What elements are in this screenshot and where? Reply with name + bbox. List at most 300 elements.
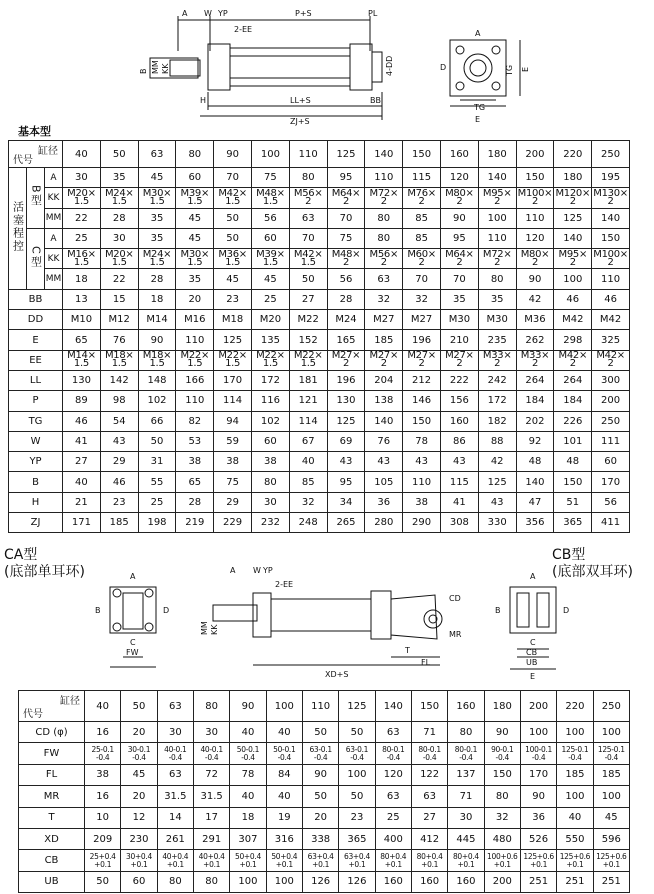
cell-line: 2 xyxy=(531,358,538,370)
table-cell: 170 xyxy=(214,370,252,390)
table-cell: 115 xyxy=(440,472,478,492)
row-label: ZJ xyxy=(9,513,63,533)
table-cell: 50 xyxy=(214,228,252,248)
section-title: 基本型 xyxy=(18,125,51,138)
table-row xyxy=(19,850,630,871)
cell-line: +0.1 xyxy=(275,859,293,869)
table-cell: 185 xyxy=(365,330,403,350)
table-cell: 298 xyxy=(554,330,592,350)
cell-line: M72× xyxy=(482,248,512,260)
table-cell: 35 xyxy=(138,208,176,228)
table-cell: 50 xyxy=(289,269,327,289)
table-cell xyxy=(266,850,302,871)
table-cell: 100 xyxy=(339,764,375,785)
table-cell: 50 xyxy=(302,722,338,743)
table-cell: 71 xyxy=(411,722,447,743)
table-cell: 200 xyxy=(484,871,520,892)
cell-line: M30× xyxy=(180,248,210,260)
table-row xyxy=(19,807,630,828)
row-label: BB xyxy=(9,289,63,309)
table-cell: 142 xyxy=(100,370,138,390)
cell-line: 2 xyxy=(418,358,425,370)
cell-line: +0.1 xyxy=(384,859,402,869)
table-cell: M36 xyxy=(516,310,554,330)
table-cell: 43 xyxy=(365,452,403,472)
sub-label: MM xyxy=(45,208,63,228)
table-cell: 160 xyxy=(411,871,447,892)
header-row xyxy=(9,141,630,168)
cell-line: +0.1 xyxy=(348,859,366,869)
side-dim-mm: MM xyxy=(200,621,209,635)
table-cell: 230 xyxy=(121,828,157,849)
table-cell: 135 xyxy=(252,330,290,350)
cell-line: M42× xyxy=(596,350,625,362)
table-cell: 307 xyxy=(230,828,266,849)
table-cell xyxy=(516,350,554,370)
table-cell: 80 xyxy=(484,786,520,807)
table-cell: 242 xyxy=(478,370,516,390)
table-cell xyxy=(302,743,338,764)
table-cell: 116 xyxy=(252,391,290,411)
table-cell xyxy=(327,188,365,208)
cell-line: M100× xyxy=(517,187,553,199)
bore-size: 160 xyxy=(448,691,484,722)
table-row xyxy=(9,330,630,350)
bore-size: 180 xyxy=(484,691,520,722)
table-cell xyxy=(85,743,121,764)
table-row xyxy=(9,289,630,309)
ca-dim-d: D xyxy=(163,606,170,615)
table-cell: 126 xyxy=(339,871,375,892)
table-cell: 110 xyxy=(592,269,630,289)
table-cell xyxy=(138,188,176,208)
cell-line: 25+0.4 xyxy=(89,851,116,861)
cell-line: 2 xyxy=(342,256,350,268)
ca-dim-fw: FW xyxy=(126,648,139,657)
cell-line: M76× xyxy=(407,187,436,199)
cell-line: +0.1 xyxy=(203,859,221,869)
table-cell: 63 xyxy=(411,786,447,807)
table-cell: 100 xyxy=(520,722,556,743)
table-cell: 196 xyxy=(403,330,441,350)
table-cell: 35 xyxy=(478,289,516,309)
cell-line: 2 xyxy=(456,358,463,370)
cell-line: M27× xyxy=(331,350,361,362)
cell-line: 2 xyxy=(418,195,425,207)
table-cell: 110 xyxy=(176,330,214,350)
cell-line: M64× xyxy=(331,187,361,199)
table-cell xyxy=(289,350,327,370)
bore-code-header xyxy=(19,691,85,722)
cell-line: -0.4 xyxy=(568,752,582,762)
cell-line: -0.4 xyxy=(95,752,110,762)
cell-line: 1.5 xyxy=(149,256,165,268)
table-cell: M30 xyxy=(440,310,478,330)
table-cell: 60 xyxy=(176,168,214,188)
table-cell: 16 xyxy=(85,786,121,807)
table-cell xyxy=(214,188,252,208)
table-cell: 27 xyxy=(63,452,101,472)
table-cell: 160 xyxy=(440,411,478,431)
cell-line: 40-0.1 xyxy=(164,744,187,754)
table-cell xyxy=(252,249,290,269)
cell-line: 100+0.6 xyxy=(487,851,518,861)
table-cell: M42 xyxy=(554,310,592,330)
cell-line: M56× xyxy=(369,248,399,260)
dim-yp-label: YP xyxy=(218,9,228,18)
dim-tg2-label: TG xyxy=(474,103,486,112)
table-cell: 248 xyxy=(289,513,327,533)
table-cell: 25 xyxy=(252,289,290,309)
cell-line: +0.1 xyxy=(602,859,620,869)
dim-b-label: B xyxy=(139,68,148,74)
dim-pl-label: PL xyxy=(368,9,378,18)
table-cell: 50 xyxy=(138,431,176,451)
table-cell: 411 xyxy=(592,513,630,533)
cb-dim-c: C xyxy=(530,638,536,647)
table-cell: M10 xyxy=(63,310,101,330)
table-cell: 23 xyxy=(339,807,375,828)
row-label: W xyxy=(9,431,63,451)
table-cell: 219 xyxy=(176,513,214,533)
table-cell xyxy=(157,743,193,764)
cell-line: 1.5 xyxy=(111,256,127,268)
table-cell: 70 xyxy=(214,168,252,188)
table-cell: 325 xyxy=(592,330,630,350)
cell-line: M27× xyxy=(407,350,436,362)
table-row xyxy=(19,828,630,849)
cell-line: 2 xyxy=(494,195,501,207)
table-cell xyxy=(176,188,214,208)
table-cell: 172 xyxy=(252,370,290,390)
table-cell: 126 xyxy=(302,871,338,892)
table-cell: 150 xyxy=(554,472,592,492)
cell-line: 80-0.1 xyxy=(418,744,441,754)
table-cell: 46 xyxy=(554,289,592,309)
cb-dim-a: A xyxy=(530,572,536,581)
table-cell xyxy=(478,249,516,269)
cell-line: -0.4 xyxy=(277,752,292,762)
table-cell xyxy=(63,350,101,370)
table-cell: 90 xyxy=(484,722,520,743)
table-cell: 40 xyxy=(266,786,302,807)
row-label: H xyxy=(9,492,63,512)
table-cell: 42 xyxy=(516,289,554,309)
cell-line: +0.1 xyxy=(166,859,184,869)
table-cell: 63 xyxy=(157,764,193,785)
table-cell xyxy=(440,350,478,370)
table-cell: 100 xyxy=(478,208,516,228)
table-cell: 45 xyxy=(138,168,176,188)
table-cell: 18 xyxy=(138,289,176,309)
bore-label: 缸径 xyxy=(38,146,59,157)
table-cell: 20 xyxy=(121,722,157,743)
cell-line: 1.5 xyxy=(73,195,89,207)
cell-line: M48× xyxy=(331,248,361,260)
table-row xyxy=(9,431,630,451)
table-cell: 59 xyxy=(214,431,252,451)
dim-a2-label: A xyxy=(475,29,481,38)
basic-type-table xyxy=(8,140,630,533)
table-cell: 41 xyxy=(440,492,478,512)
table-cell: M14 xyxy=(138,310,176,330)
bore-size: 100 xyxy=(252,141,290,168)
bore-size: 180 xyxy=(478,141,516,168)
table-cell: 78 xyxy=(230,764,266,785)
bore-size: 90 xyxy=(214,141,252,168)
table-cell xyxy=(592,188,630,208)
cell-line: 2 xyxy=(380,358,387,370)
bore-size: 200 xyxy=(516,141,554,168)
cell-line: M100× xyxy=(593,248,628,260)
table-cell: 140 xyxy=(516,472,554,492)
dim-4dd-label: 4-DD xyxy=(385,55,394,76)
cell-line: 125+0.6 xyxy=(596,851,627,861)
cell-line: M14× xyxy=(67,350,96,362)
table-cell: 80 xyxy=(365,208,403,228)
table-cell: 50 xyxy=(214,208,252,228)
table-cell: 195 xyxy=(592,168,630,188)
table-cell: 28 xyxy=(176,492,214,512)
cell-line: M27× xyxy=(445,350,474,362)
table-cell xyxy=(592,249,630,269)
cell-line: 50+0.4 xyxy=(271,851,298,861)
table-cell: 316 xyxy=(266,828,302,849)
table-row xyxy=(9,310,630,330)
table-cell: 150 xyxy=(516,168,554,188)
table-cell: 160 xyxy=(375,871,411,892)
table-cell: 63 xyxy=(289,208,327,228)
table-cell xyxy=(516,249,554,269)
table-row xyxy=(9,452,630,472)
table-cell xyxy=(375,850,411,871)
code-label: 代号 xyxy=(13,155,33,166)
bore-code-header xyxy=(9,141,63,168)
table-cell: 204 xyxy=(365,370,403,390)
table-cell xyxy=(100,188,138,208)
table-cell: 43 xyxy=(440,452,478,472)
table-cell xyxy=(448,743,484,764)
table-cell: 70 xyxy=(440,269,478,289)
bore-size: 250 xyxy=(592,141,630,168)
table-cell: 43 xyxy=(403,452,441,472)
ca-dim-a: A xyxy=(130,572,136,581)
table-cell xyxy=(302,850,338,871)
cell-line: 80-0.1 xyxy=(382,744,405,754)
table-cell: 45 xyxy=(593,807,629,828)
table-cell: 46 xyxy=(592,289,630,309)
row-label: YP xyxy=(9,452,63,472)
table-row xyxy=(9,492,630,512)
table-cell: 16 xyxy=(85,722,121,743)
table-cell: 98 xyxy=(100,391,138,411)
table-cell xyxy=(176,350,214,370)
table-cell: 75 xyxy=(214,472,252,492)
table-cell xyxy=(403,249,441,269)
piston-row xyxy=(9,208,630,228)
piston-group-label xyxy=(9,168,27,290)
table-cell xyxy=(554,350,592,370)
table-cell: 102 xyxy=(252,411,290,431)
table-cell: 19 xyxy=(266,807,302,828)
table-cell xyxy=(557,850,593,871)
cell-line: 1.5 xyxy=(262,195,278,207)
table-cell xyxy=(484,743,520,764)
table-cell: 50 xyxy=(85,871,121,892)
table-cell: 27 xyxy=(289,289,327,309)
table-cell: 150 xyxy=(484,764,520,785)
table-cell: 70 xyxy=(327,208,365,228)
table-cell xyxy=(375,743,411,764)
row-label: DD xyxy=(9,310,63,330)
cell-line: 1.5 xyxy=(262,256,278,268)
table-cell: 140 xyxy=(365,411,403,431)
table-cell: 27 xyxy=(411,807,447,828)
table-cell: 40 xyxy=(230,722,266,743)
table-cell: 25 xyxy=(375,807,411,828)
cell-line: M95× xyxy=(558,248,588,260)
table-cell: 130 xyxy=(63,370,101,390)
table-cell: 356 xyxy=(516,513,554,533)
table-cell: 140 xyxy=(554,228,592,248)
table-cell: 40 xyxy=(266,722,302,743)
table-cell: 31.5 xyxy=(193,786,229,807)
dim-2ee-label: 2-EE xyxy=(234,25,253,34)
ca-cb-table xyxy=(18,690,630,893)
table-cell xyxy=(554,188,592,208)
table-cell xyxy=(289,188,327,208)
table-cell: 120 xyxy=(375,764,411,785)
cell-line: 125+0.6 xyxy=(523,851,554,861)
sub-label: KK xyxy=(45,188,63,208)
table-cell xyxy=(327,249,365,269)
piston-row xyxy=(9,188,630,208)
bore-size: 140 xyxy=(375,691,411,722)
cell-line: M18× xyxy=(142,350,172,362)
table-cell xyxy=(121,850,157,871)
cell-line: 125-0.1 xyxy=(597,744,625,754)
cell-line: 100-0.1 xyxy=(525,744,553,754)
table-cell: 125 xyxy=(554,208,592,228)
table-cell: 202 xyxy=(516,411,554,431)
cell-line: 40+0.4 xyxy=(198,851,225,861)
table-cell: 171 xyxy=(63,513,101,533)
table-cell: 596 xyxy=(593,828,629,849)
table-cell: M27 xyxy=(403,310,441,330)
table-row xyxy=(9,513,630,533)
row-label: P xyxy=(9,391,63,411)
table-cell: 110 xyxy=(403,472,441,492)
dim-tg-label: TG xyxy=(505,64,514,76)
cell-line: -0.4 xyxy=(204,752,219,762)
table-cell: 101 xyxy=(554,431,592,451)
table-cell: M42 xyxy=(592,310,630,330)
cell-line: M30× xyxy=(142,187,172,199)
cell-line: M18× xyxy=(104,350,134,362)
piston-row xyxy=(9,249,630,269)
cell-line: 1.5 xyxy=(149,358,165,370)
cell-line: 2 xyxy=(456,195,463,207)
cell-line: 1.5 xyxy=(73,358,89,370)
cell-line: 30+0.4 xyxy=(126,851,152,861)
piston-row xyxy=(9,269,630,289)
table-cell: M18 xyxy=(214,310,252,330)
table-cell: 32 xyxy=(365,289,403,309)
table-cell: 30 xyxy=(448,807,484,828)
table-cell xyxy=(252,350,290,370)
cell-line: -0.4 xyxy=(386,752,400,762)
table-cell: 80 xyxy=(365,228,403,248)
table-cell: 196 xyxy=(327,370,365,390)
dim-h-label: H xyxy=(200,96,207,105)
table-cell: 43 xyxy=(478,492,516,512)
table-cell: 50 xyxy=(302,786,338,807)
table-row xyxy=(19,743,630,764)
bore-size: 80 xyxy=(193,691,229,722)
cell-line: M130× xyxy=(593,187,628,199)
table-cell: 60 xyxy=(252,228,290,248)
cell-line: 2 xyxy=(607,195,614,207)
table-cell: 22 xyxy=(100,269,138,289)
table-cell: 146 xyxy=(403,391,441,411)
cell-line: M16× xyxy=(67,248,96,260)
cell-line: -0.4 xyxy=(604,752,619,762)
bore-size: 140 xyxy=(365,141,403,168)
table-cell: 82 xyxy=(176,411,214,431)
row-label: FL xyxy=(19,764,85,785)
table-cell: M12 xyxy=(100,310,138,330)
cell-line: -0.4 xyxy=(459,752,473,762)
row-label: CB xyxy=(19,850,85,871)
table-cell: 23 xyxy=(214,289,252,309)
bore-size: 160 xyxy=(440,141,478,168)
bore-size: 100 xyxy=(266,691,302,722)
table-cell: 34 xyxy=(327,492,365,512)
bore-size: 63 xyxy=(157,691,193,722)
table-cell: 100 xyxy=(593,722,629,743)
ca-subtitle: (底部单耳环) xyxy=(4,564,85,580)
table-cell: 138 xyxy=(365,391,403,411)
table-cell xyxy=(554,249,592,269)
table-cell xyxy=(593,850,629,871)
code-label: 代号 xyxy=(23,709,43,720)
cell-line: M80× xyxy=(520,248,550,260)
table-cell xyxy=(63,249,101,269)
cell-line: 63+0.4 xyxy=(343,851,370,861)
cell-line: 63-0.1 xyxy=(309,744,332,754)
table-cell: 80 xyxy=(252,472,290,492)
table-cell: 180 xyxy=(554,168,592,188)
table-cell: 50 xyxy=(339,722,375,743)
cb-dim-b: B xyxy=(495,606,501,615)
table-cell: 20 xyxy=(176,289,214,309)
row-label: TG xyxy=(9,411,63,431)
table-cell: 38 xyxy=(214,452,252,472)
row-label: UB xyxy=(19,871,85,892)
table-cell: 100 xyxy=(230,871,266,892)
cell-line: -0.4 xyxy=(168,752,183,762)
cell-line: 25-0.1 xyxy=(91,744,114,754)
table-cell: 30 xyxy=(63,168,101,188)
cell-line: M27× xyxy=(369,350,399,362)
table-cell xyxy=(557,743,593,764)
table-cell: 56 xyxy=(252,208,290,228)
table-cell: 232 xyxy=(252,513,290,533)
table-row xyxy=(9,472,630,492)
sub-label: KK xyxy=(45,249,63,269)
table-row xyxy=(9,411,630,431)
table-cell: 90 xyxy=(520,786,556,807)
